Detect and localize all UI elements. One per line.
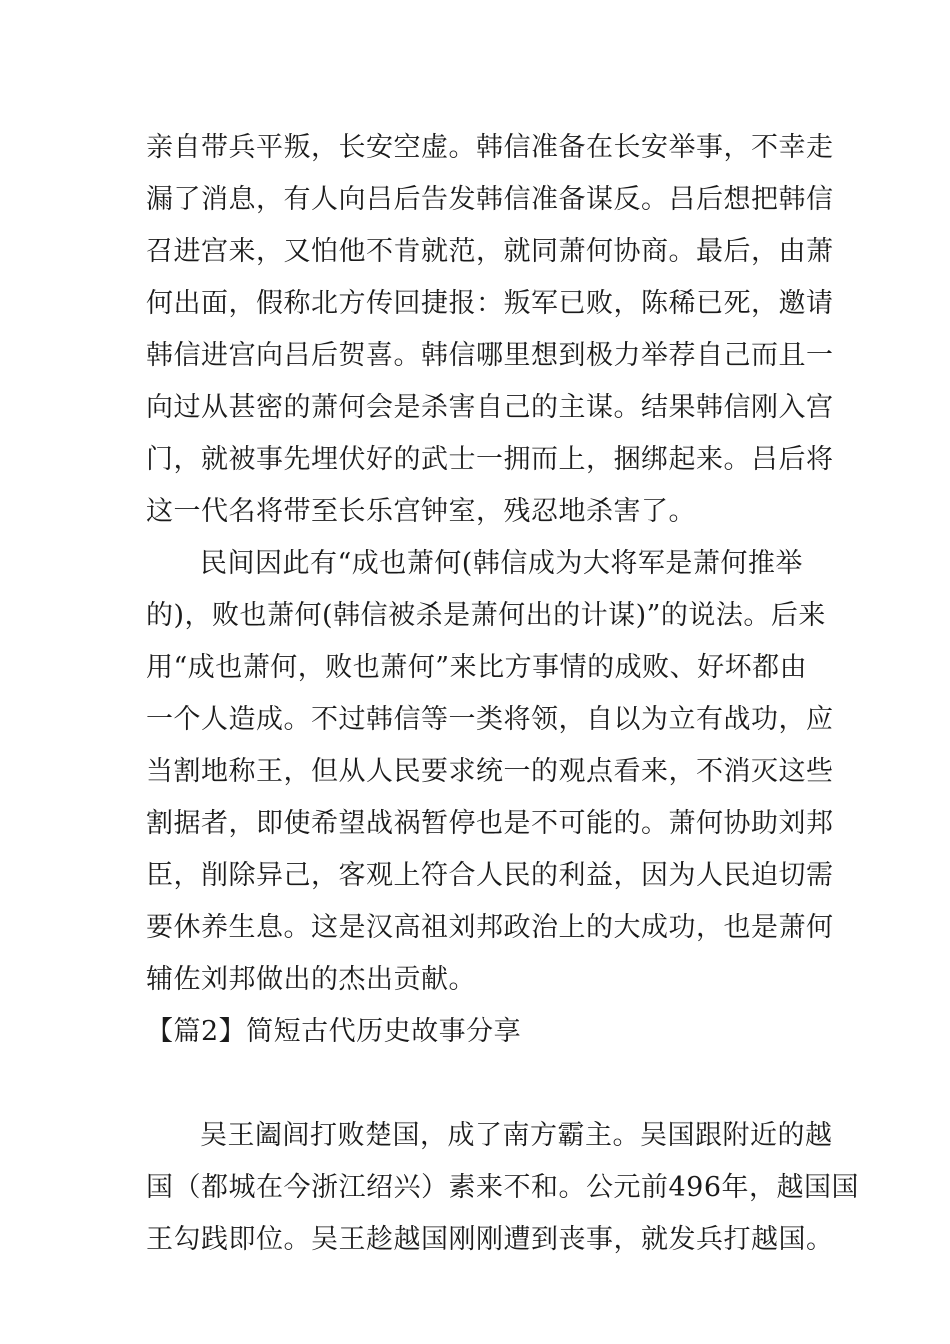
paragraph-line: 民间因此有“成也萧何(韩信成为大将军是萧何推举 bbox=[200, 548, 803, 579]
paragraph-line: 这一代名将带至长乐宫钟室，残忍地杀害了。 bbox=[146, 496, 696, 527]
paragraph-line: 当割地称王，但从人民要求统一的观点看来，不消灭这些 bbox=[146, 756, 834, 787]
paragraph-line: 吴王阖闾打败楚国，成了南方霸主。吴国跟附近的越 bbox=[200, 1120, 833, 1151]
paragraph-line: 召进宫来，又怕他不肯就范，就同萧何协商。最后，由萧 bbox=[146, 236, 834, 267]
paragraph-line: 亲自带兵平叛，长安空虚。韩信准备在长安举事，不幸走 bbox=[146, 132, 834, 163]
paragraph-line: 国（都城在今浙江绍兴）素来不和。公元前496年，越国国 bbox=[146, 1172, 860, 1203]
paragraph-line: 臣，削除异己，客观上符合人民的利益，因为人民迫切需 bbox=[146, 860, 834, 891]
paragraph-line: 用“成也萧何，败也萧何”来比方事情的成败、好坏都由 bbox=[146, 652, 808, 683]
paragraph-line: 王勾践即位。吴王趁越国刚刚遭到丧事，就发兵打越国。 bbox=[146, 1224, 834, 1255]
paragraph-line: 割据者，即使希望战祸暂停也是不可能的。萧何协助刘邦 bbox=[146, 808, 834, 839]
paragraph-line: 门，就被事先埋伏好的武士一拥而上，捆绑起来。吕后将 bbox=[146, 444, 834, 475]
paragraph-line: 漏了消息，有人向吕后告发韩信准备谋反。吕后想把韩信 bbox=[146, 184, 834, 215]
paragraph-line: 一个人造成。不过韩信等一类将领，自以为立有战功，应 bbox=[146, 704, 834, 735]
paragraph-line: 的)，败也萧何(韩信被杀是萧何出的计谋)”的说法。后来 bbox=[146, 600, 826, 631]
paragraph-line: 何出面，假称北方传回捷报：叛军已败，陈稀已死，邀请 bbox=[146, 288, 834, 319]
paragraph-line: 要休养生息。这是汉高祖刘邦政治上的大成功，也是萧何 bbox=[146, 912, 834, 943]
paragraph-line: 辅佐刘邦做出的杰出贡献。 bbox=[146, 964, 476, 995]
paragraph-line: 向过从甚密的萧何会是杀害自己的主谋。结果韩信刚入宫 bbox=[146, 392, 834, 423]
section-heading: 【篇2】简短古代历史故事分享 bbox=[146, 1016, 522, 1047]
paragraph-line: 韩信进宫向吕后贺喜。韩信哪里想到极力举荐自己而且一 bbox=[146, 340, 834, 371]
